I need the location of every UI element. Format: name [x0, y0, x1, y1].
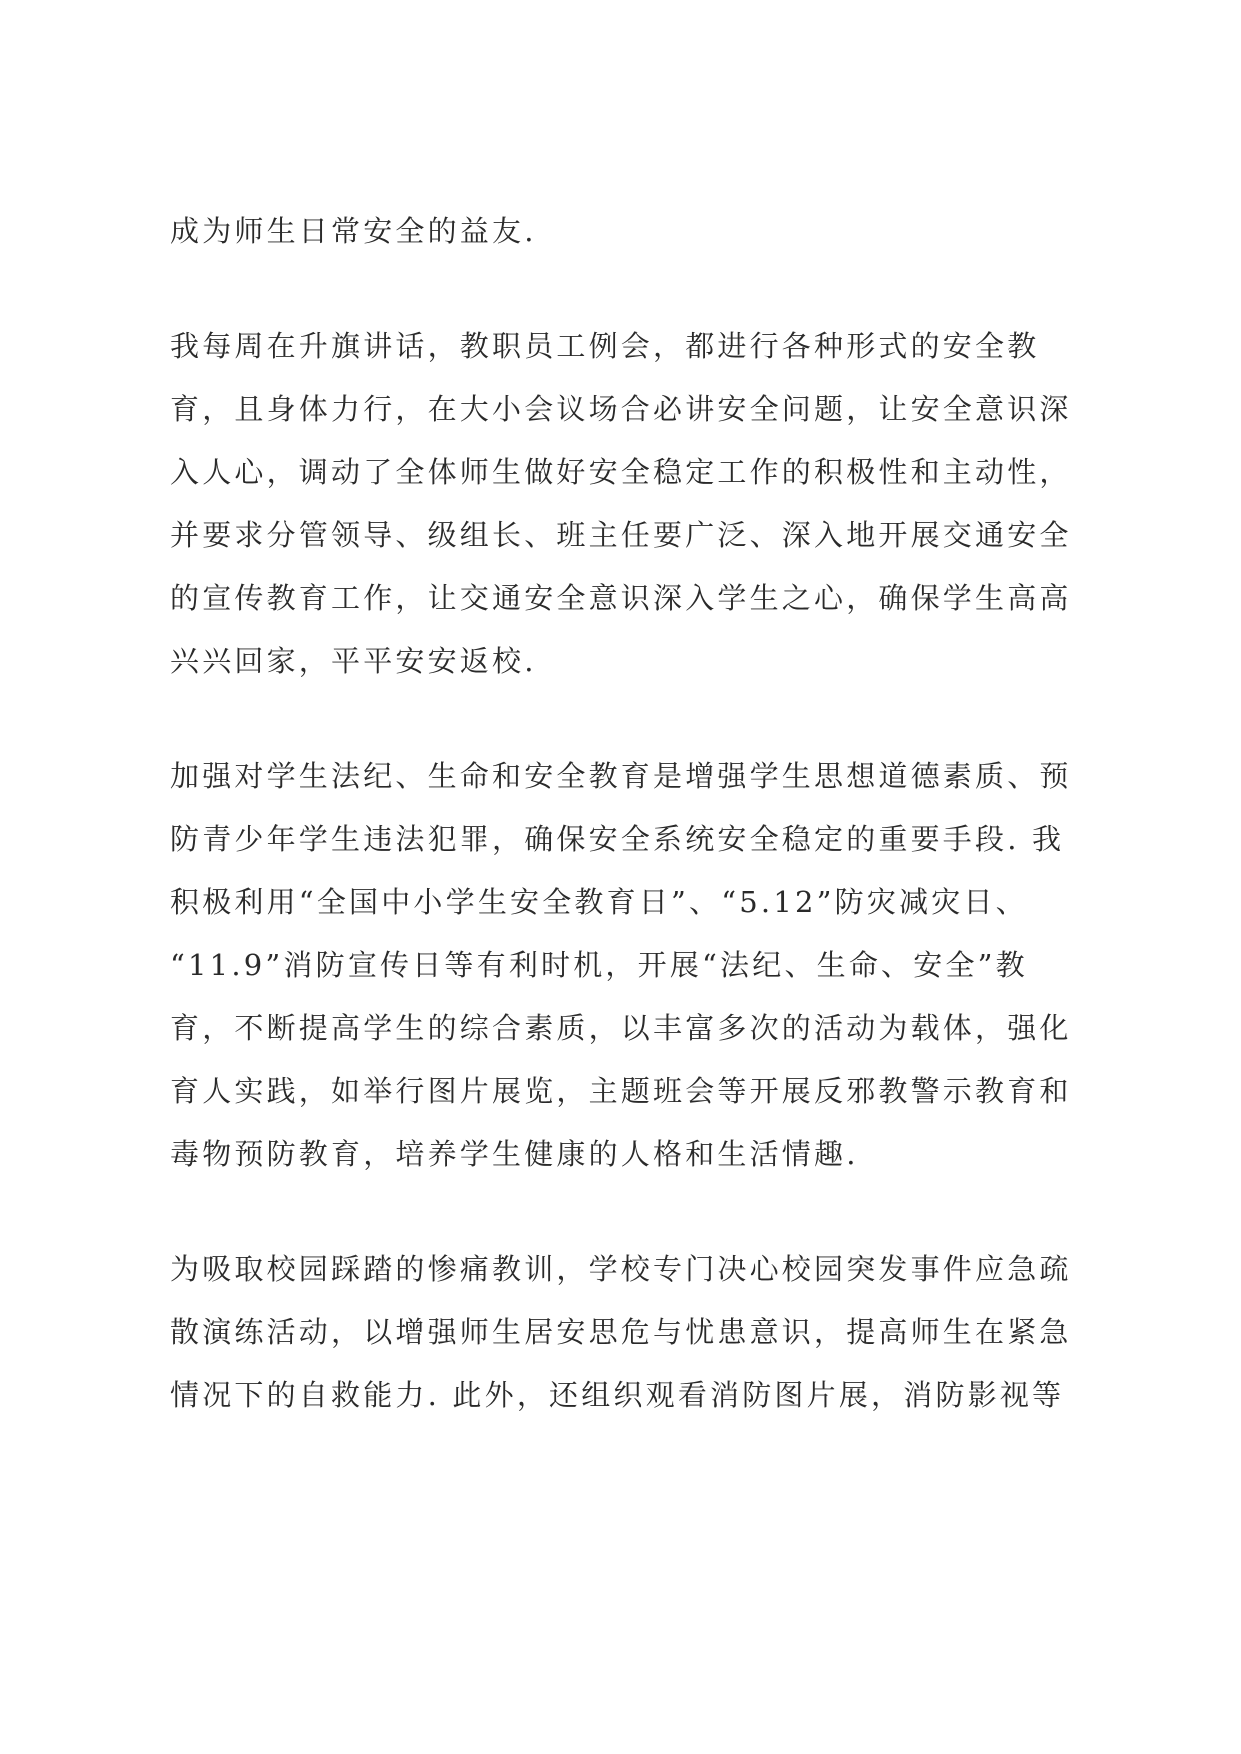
paragraph-3-line-5: 育，不断提高学生的综合素质，以丰富多次的活动为载体，强化 [170, 1011, 1072, 1045]
paragraph-3-line-3: 积极利用“全国中小学生安全教育日”、“5.12”防灾减灾日、 [170, 885, 1028, 919]
paragraph-3-line-6: 育人实践，如举行图片展览，主题班会等开展反邪教警示教育和 [170, 1074, 1072, 1108]
paragraph-2-line-3: 入人心，调动了全体师生做好安全稳定工作的积极性和主动性， [170, 455, 1072, 489]
paragraph-2-line-4: 并要求分管领导、级组长、班主任要广泛、深入地开展交通安全 [170, 518, 1072, 552]
paragraph-3-line-4: “11.9”消防宣传日等有利时机，开展“法纪、生命、安全”教 [170, 948, 1028, 982]
paragraph-3-line-2: 防青少年学生违法犯罪，确保安全系统安全稳定的重要手段. 我 [170, 822, 1065, 856]
paragraph-2-line-2: 育，且身体力行，在大小会议场合必讲安全问题，让安全意识深 [170, 392, 1072, 426]
paragraph-4-line-2: 散演练活动，以增强师生居安思危与忧患意识，提高师生在紧急 [170, 1315, 1072, 1349]
paragraph-1-line-1: 成为师生日常安全的益友. [170, 214, 537, 248]
paragraph-4-line-1: 为吸取校园踩踏的惨痛教训，学校专门决心校园突发事件应急疏 [170, 1252, 1072, 1286]
paragraph-3-line-1: 加强对学生法纪、生命和安全教育是增强学生思想道德素质、预 [170, 759, 1072, 793]
paragraph-2-line-6: 兴兴回家，平平安安返校. [170, 644, 537, 678]
paragraph-2-line-1: 我每周在升旗讲话，教职员工例会，都进行各种形式的安全教 [170, 329, 1040, 363]
paragraph-3-line-7: 毒物预防教育，培养学生健康的人格和生活情趣. [170, 1137, 859, 1171]
paragraph-2-line-5: 的宣传教育工作，让交通安全意识深入学生之心，确保学生高高 [170, 581, 1072, 615]
paragraph-4-line-3: 情况下的自救能力. 此外，还组织观看消防图片展，消防影视等 [170, 1378, 1065, 1412]
